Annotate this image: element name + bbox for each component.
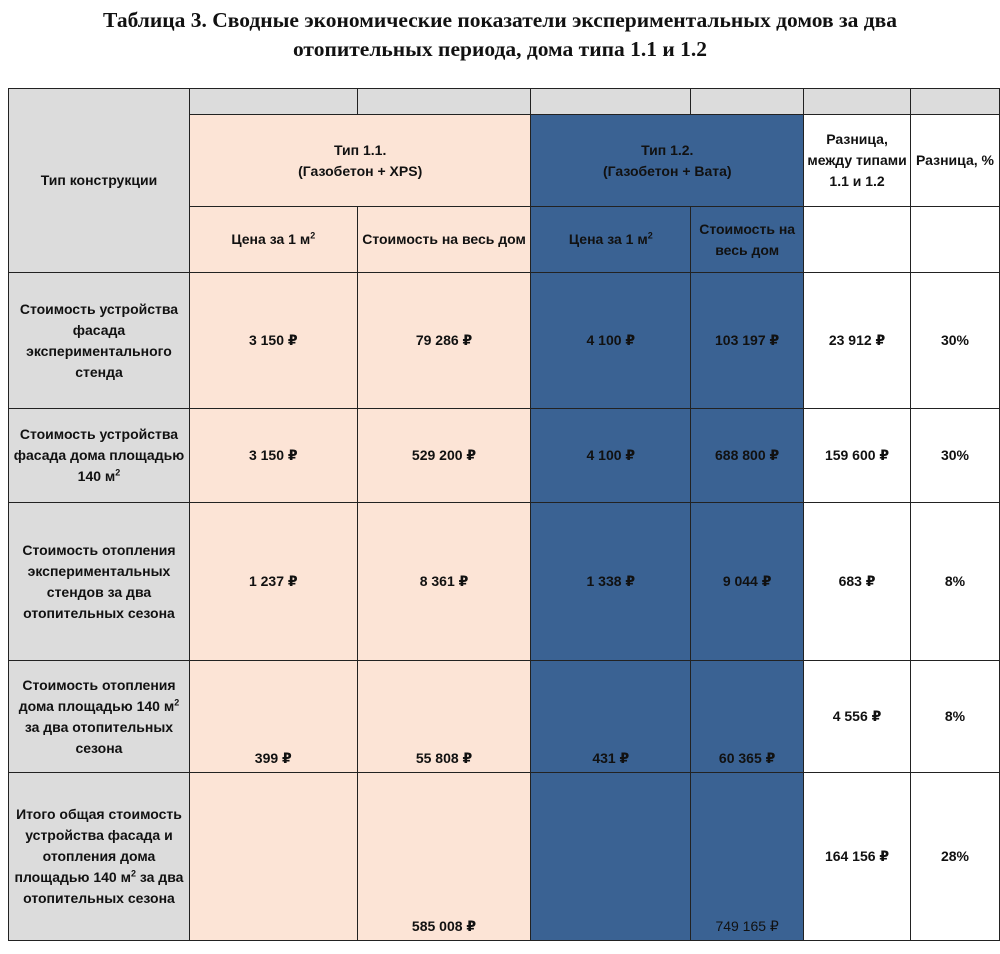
price-11: 399 ₽ xyxy=(189,661,357,773)
type-12-name: Тип 1.2. xyxy=(641,141,694,158)
diff-pct: 30% xyxy=(911,273,1000,409)
row-label: Стоимость устройства фасада экспериментального стенда xyxy=(9,273,190,409)
diff-rub: 4 556 ₽ xyxy=(804,661,911,773)
total-12: 103 197 ₽ xyxy=(691,273,804,409)
price-12: 431 ₽ xyxy=(531,661,691,773)
spacer-cell xyxy=(189,89,357,115)
price-12: 4 100 ₽ xyxy=(531,409,691,503)
spacer-cell xyxy=(804,89,911,115)
table-row xyxy=(9,273,1000,409)
table-row xyxy=(9,661,1000,773)
diff-rub-header: Разница, между типами 1.1 и 1.2 xyxy=(804,115,911,207)
price-11: 3 150 ₽ xyxy=(189,273,357,409)
table-row xyxy=(9,503,1000,661)
price-11: 3 150 ₽ xyxy=(189,409,357,503)
table-title-line-1: Таблица 3. Сводные экономические показатели экспериментальных домов за два xyxy=(103,8,897,32)
total-11: 79 286 ₽ xyxy=(357,273,531,409)
type-11-desc: (Газобетон + XPS) xyxy=(298,162,423,179)
price-per-m2-header-11: Цена за 1 $м^2$ xyxy=(189,207,357,273)
price-12 xyxy=(531,773,691,941)
diff-rub: 159 600 ₽ xyxy=(804,409,911,503)
type-11-header xyxy=(189,115,531,207)
diff-rub: 683 ₽ xyxy=(804,503,911,661)
row-label: Стоимость устройства фасада дома площадью 140 $м^2$ xyxy=(9,409,190,503)
table-row xyxy=(9,773,1000,941)
empty-cell xyxy=(911,207,1000,273)
header-spacer-row xyxy=(9,89,1000,115)
type-12-header xyxy=(531,115,804,207)
spacer-cell xyxy=(531,89,691,115)
table-title xyxy=(0,6,1000,64)
spacer-cell xyxy=(357,89,531,115)
total-11: 529 200 ₽ xyxy=(357,409,531,503)
price-11: 1 237 ₽ xyxy=(189,503,357,661)
total-11: 55 808 ₽ xyxy=(357,661,531,773)
row-label: Стоимость отопления дома площадью 140 $м^2$ за два отопительных сезона xyxy=(9,661,190,773)
price-per-m2-header-12: Цена за 1 $м^2$ xyxy=(531,207,691,273)
spacer-cell xyxy=(691,89,804,115)
total-12: 9 044 ₽ xyxy=(691,503,804,661)
price-12: 1 338 ₽ xyxy=(531,503,691,661)
type-12-desc: (Газобетон + Вата) xyxy=(602,162,732,179)
row-label: Итого общая стоимость устройства фасада и отопления дома площадью 140 $м^2$ за два отопительных сезона xyxy=(9,773,190,941)
diff-rub: 164 156 ₽ xyxy=(804,773,911,941)
cost-whole-house-header-12: Стоимость на весь дом xyxy=(691,207,804,273)
table-row xyxy=(9,409,1000,503)
empty-cell xyxy=(804,207,911,273)
total-12: 60 365 ₽ xyxy=(691,661,804,773)
construction-type-header: Тип конструкции xyxy=(9,89,190,273)
type-11-name: Тип 1.1. xyxy=(334,141,387,158)
diff-rub: 23 912 ₽ xyxy=(804,273,911,409)
total-12: 688 800 ₽ xyxy=(691,409,804,503)
total-11: 585 008 ₽ xyxy=(357,773,531,941)
economic-indicators-table xyxy=(8,88,1000,941)
diff-pct: 30% xyxy=(911,409,1000,503)
spacer-cell xyxy=(911,89,1000,115)
diff-pct-header: Разница, % xyxy=(911,115,1000,207)
price-11 xyxy=(189,773,357,941)
cost-whole-house-header-11: Стоимость на весь дом xyxy=(357,207,531,273)
diff-pct: 8% xyxy=(911,503,1000,661)
diff-pct: 8% xyxy=(911,661,1000,773)
row-label: Стоимость отопления экспериментальных стендов за два отопительных сезона xyxy=(9,503,190,661)
price-12: 4 100 ₽ xyxy=(531,273,691,409)
total-11: 8 361 ₽ xyxy=(357,503,531,661)
total-12: 749 165 ₽ xyxy=(691,773,804,941)
table-title-line-2: отопительных периода, дома типа 1.1 и 1.2 xyxy=(292,37,708,61)
diff-pct: 28% xyxy=(911,773,1000,941)
